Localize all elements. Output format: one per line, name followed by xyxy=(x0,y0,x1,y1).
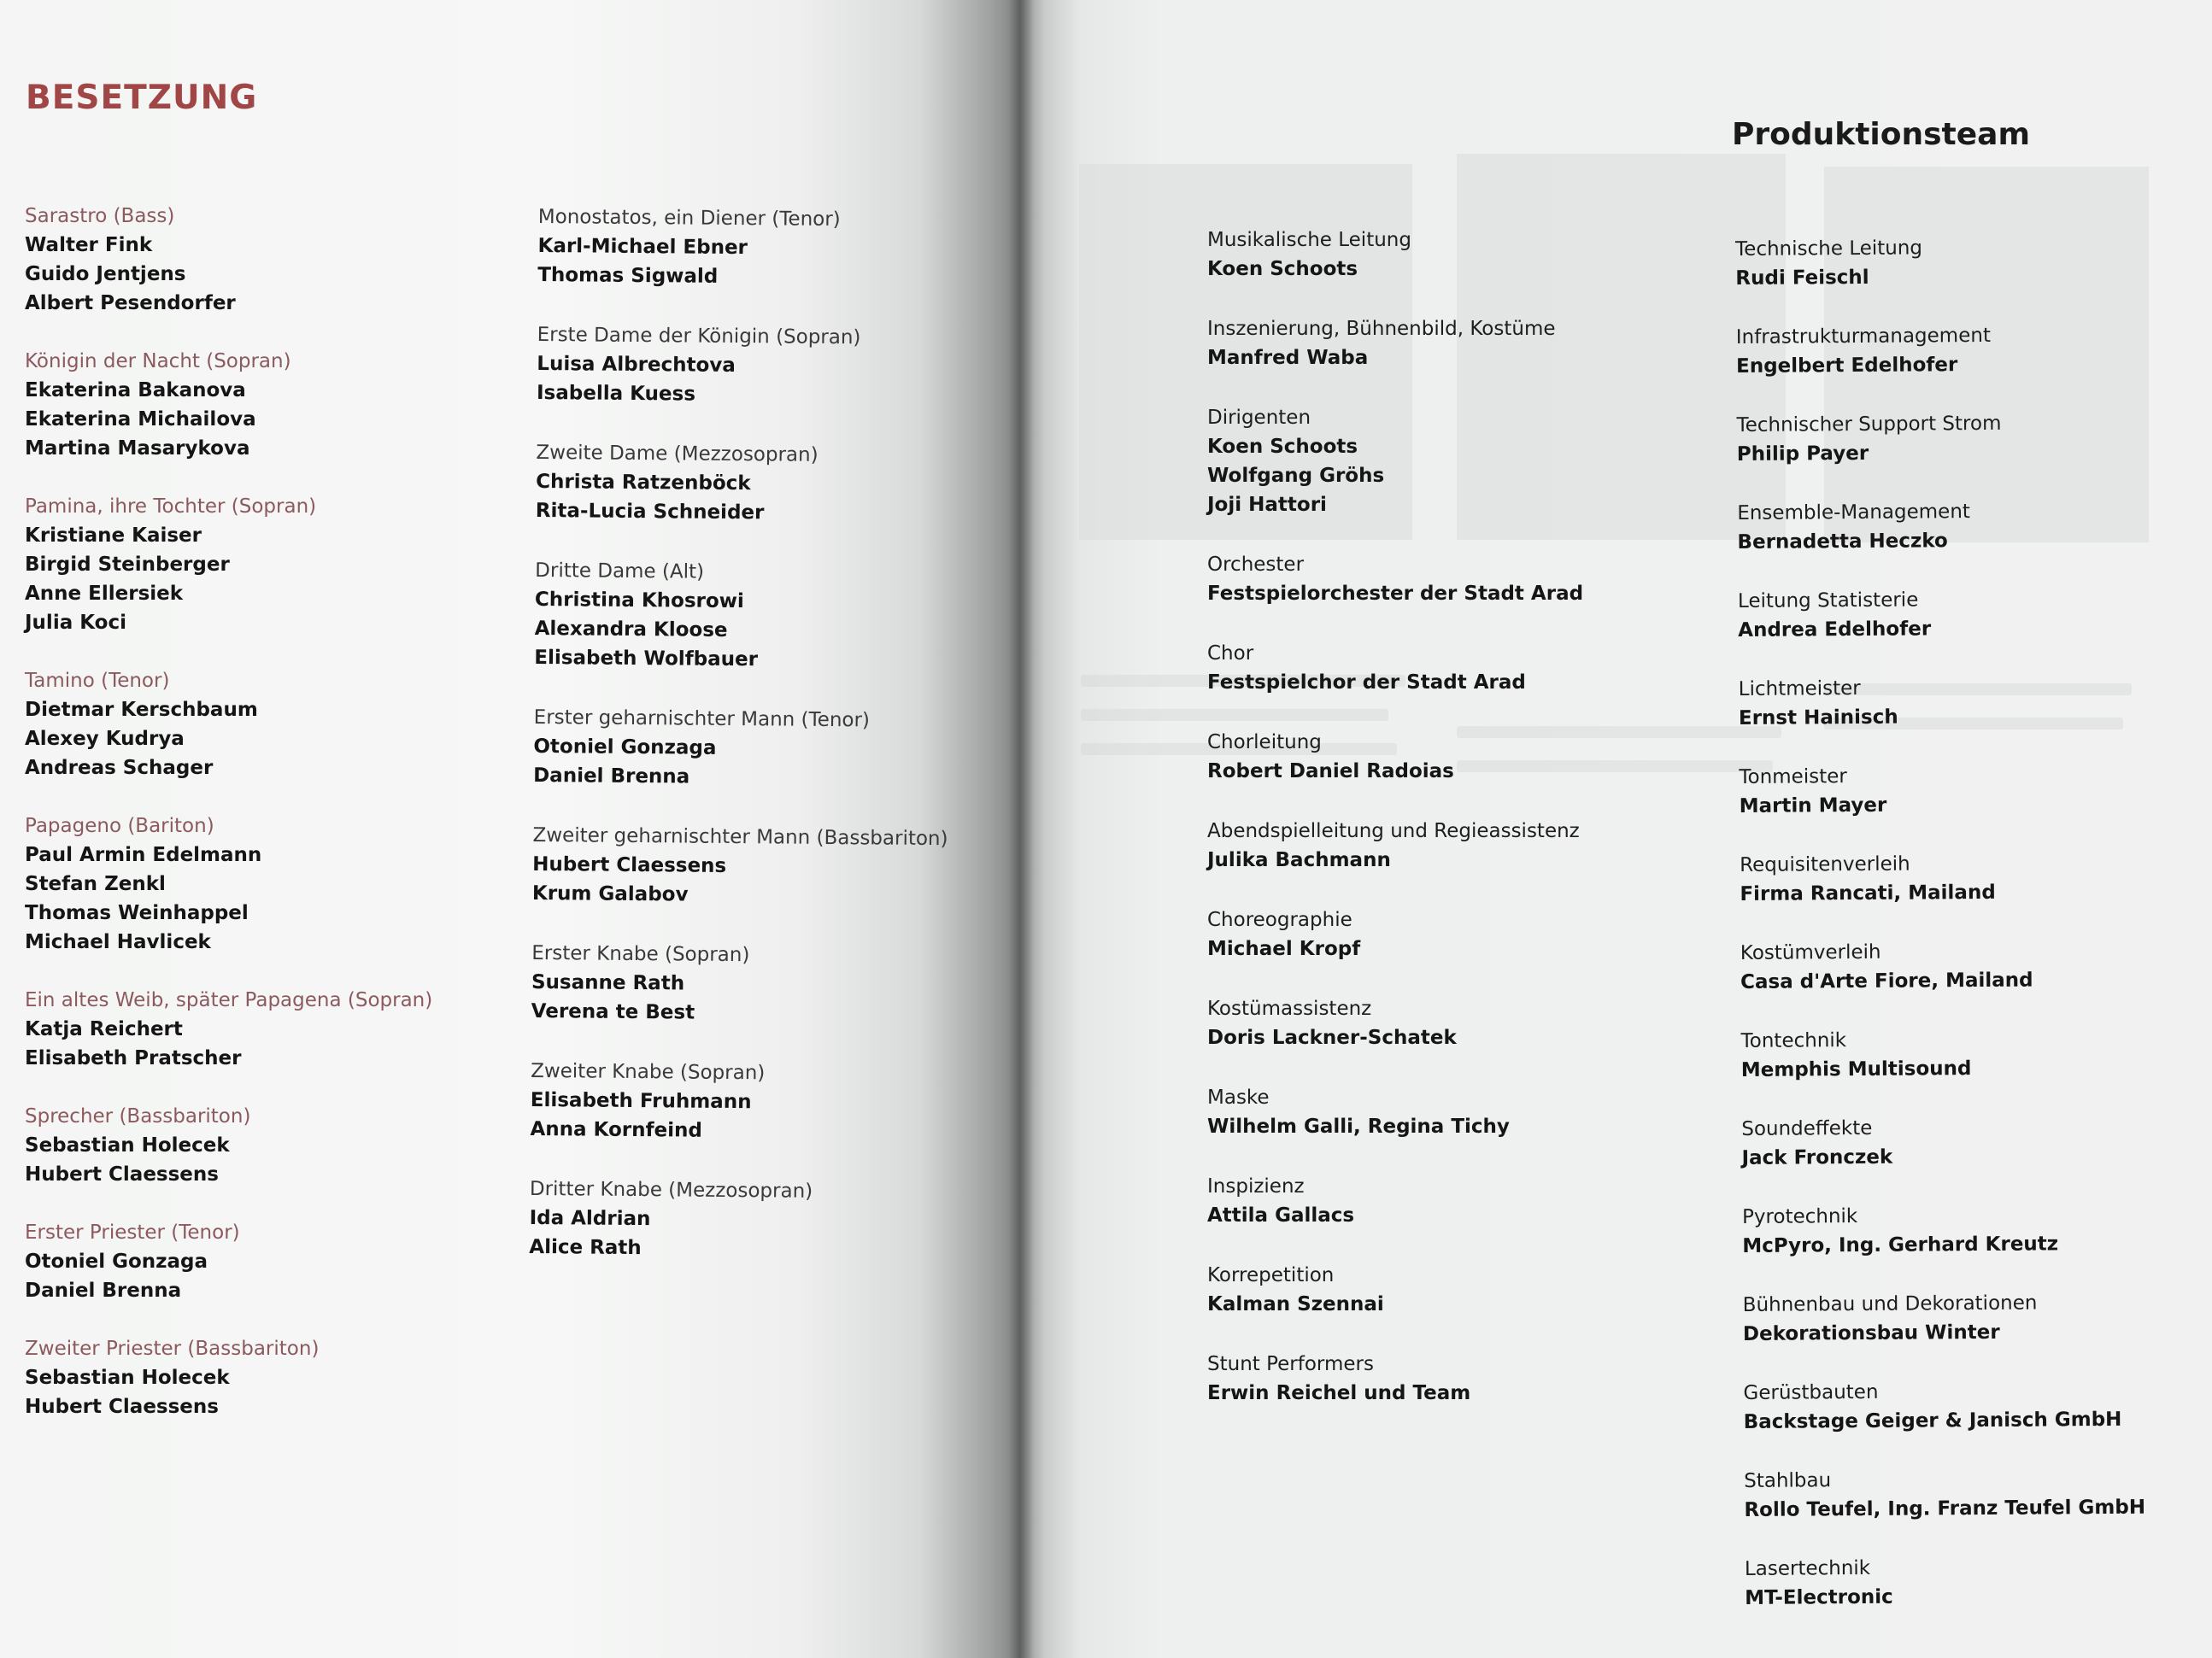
person-name: Christina Khosrowi xyxy=(534,588,744,613)
team-entry xyxy=(1740,936,2142,997)
person-name: Birgid Steinberger xyxy=(25,554,230,576)
person-name: Walter Fink xyxy=(25,234,153,256)
person-name: Festspielchor der Stadt Arad xyxy=(1207,671,1526,694)
role-label: Stunt Performers xyxy=(1207,1353,1374,1375)
cast-entry xyxy=(25,811,432,957)
cast-entry xyxy=(531,939,948,1029)
person-name: Daniel Brenna xyxy=(533,764,690,788)
book-gutter xyxy=(1008,0,1034,1658)
person-name: Memphis Multisound xyxy=(1740,1057,1972,1081)
team-entry xyxy=(1207,550,1583,608)
person-name: Martin Mayer xyxy=(1739,794,1887,817)
role-label: Zweiter Knabe (Sopran) xyxy=(531,1059,766,1085)
role-label: Chor xyxy=(1207,642,1254,665)
role-label: Lasertechnik xyxy=(1744,1556,1871,1580)
team-entry xyxy=(1741,1112,2143,1173)
role-label: Choreographie xyxy=(1207,909,1352,931)
production-team-heading: Produktionsteam xyxy=(1732,117,2030,152)
cast-entry xyxy=(25,986,432,1073)
team-entry xyxy=(1207,226,1583,284)
team-entry xyxy=(1736,320,2138,381)
person-name: Sebastian Holecek xyxy=(25,1134,230,1157)
role-label: Inspizienz xyxy=(1207,1175,1305,1198)
role-label: Tontechnik xyxy=(1740,1029,1847,1052)
role-label: Inszenierung, Bühnenbild, Kostüme xyxy=(1207,318,1556,340)
role-label: Stahlbau xyxy=(1744,1469,1832,1492)
person-name: Krum Galabov xyxy=(531,882,689,906)
person-name: Michael Havlicek xyxy=(25,931,211,953)
team-entry xyxy=(1207,403,1583,519)
person-name: Christa Ratzenböck xyxy=(536,470,751,495)
role-label: Infrastrukturmanagement xyxy=(1735,324,1992,349)
person-name: Ernst Hainisch xyxy=(1738,706,1898,729)
person-name: Paul Armin Edelmann xyxy=(25,844,262,866)
role-label: Dritte Dame (Alt) xyxy=(535,559,705,583)
person-name: Andrea Edelhofer xyxy=(1738,618,1932,642)
role-label: Sarastro (Bass) xyxy=(25,205,175,227)
role-label: Orchester xyxy=(1207,554,1305,576)
person-name: Wolfgang Gröhs xyxy=(1207,465,1385,487)
person-name: Rudi Feischl xyxy=(1735,266,1869,290)
role-label: Ensemble-Management xyxy=(1737,501,1970,524)
person-name: Anna Kornfeind xyxy=(530,1117,702,1142)
person-name: Wilhelm Galli, Regina Tichy xyxy=(1207,1116,1510,1138)
team-entry xyxy=(1207,314,1583,372)
team-entry xyxy=(1207,994,1583,1052)
person-name: Ida Aldrian xyxy=(529,1206,651,1231)
person-name: Isabella Kuess xyxy=(536,381,696,406)
person-name: Bernadetta Heczko xyxy=(1737,530,1948,554)
team-entry xyxy=(1740,848,2141,909)
team-entry xyxy=(1207,1083,1583,1141)
person-name: Erwin Reichel und Team xyxy=(1207,1382,1471,1404)
role-label: Musikalische Leitung xyxy=(1207,229,1411,251)
person-name: Karl-Michael Ebner xyxy=(537,234,748,260)
team-entry xyxy=(1744,1464,2145,1525)
team-entry xyxy=(1207,728,1583,786)
role-label: Chorleitung xyxy=(1207,731,1322,753)
person-name: Otoniel Gonzaga xyxy=(25,1251,208,1273)
person-name: MT-Electronic xyxy=(1745,1585,1893,1609)
person-name: McPyro, Ing. Gerhard Kreutz xyxy=(1742,1233,2059,1257)
role-label: Erster Knabe (Sopran) xyxy=(531,941,750,967)
person-name: Anne Ellersiek xyxy=(25,583,184,605)
role-label: Requisitenverleih xyxy=(1740,852,1910,876)
role-label: Monostatos, ein Diener (Tenor) xyxy=(537,205,841,231)
role-label: Zweite Dame (Mezzosopran) xyxy=(536,441,818,466)
team-entry xyxy=(1740,1024,2142,1085)
person-name: Stefan Zenkl xyxy=(25,873,166,895)
person-name: Julia Koci xyxy=(25,612,126,634)
person-name: Albert Pesendorfer xyxy=(25,292,236,314)
role-label: Erster geharnischter Mann (Tenor) xyxy=(533,706,871,732)
person-name: Katja Reichert xyxy=(25,1018,183,1040)
role-label: Abendspielleitung und Regieassistenz xyxy=(1207,820,1580,842)
person-name: Joji Hattori xyxy=(1207,494,1327,516)
role-label: Tonmeister xyxy=(1739,765,1847,788)
cast-entry xyxy=(536,438,952,529)
team-entry xyxy=(1745,1552,2146,1613)
person-name: Robert Daniel Radoias xyxy=(1207,760,1454,782)
role-label: Papageno (Bariton) xyxy=(25,815,214,837)
role-label: Korrepetition xyxy=(1207,1264,1335,1286)
cast-entry xyxy=(533,703,949,794)
cast-entry xyxy=(25,1334,432,1421)
team-column-2 xyxy=(1735,232,2146,1643)
role-label: Sprecher (Bassbariton) xyxy=(25,1105,251,1128)
cast-entry xyxy=(532,821,948,911)
person-name: Dietmar Kerschbaum xyxy=(25,699,258,721)
person-name: Martina Masarykova xyxy=(25,437,250,460)
role-label: Pamina, ihre Tochter (Sopran) xyxy=(25,495,317,518)
team-entry xyxy=(1207,817,1583,875)
person-name: Andreas Schager xyxy=(25,757,214,779)
cast-entry xyxy=(25,202,432,318)
team-entry xyxy=(1207,1350,1583,1408)
person-name: Jack Fronczek xyxy=(1741,1145,1893,1169)
team-entry xyxy=(1207,1261,1583,1319)
person-name: Sebastian Holecek xyxy=(25,1367,230,1389)
person-name: Elisabeth Wolfbauer xyxy=(534,646,759,671)
role-label: Bühnenbau und Dekorationen xyxy=(1742,1292,2038,1316)
team-entry xyxy=(1735,232,2137,293)
role-label: Zweiter Priester (Bassbariton) xyxy=(25,1338,320,1360)
person-name: Julika Bachmann xyxy=(1207,849,1391,871)
team-entry xyxy=(1743,1376,2145,1437)
person-name: Hubert Claessens xyxy=(25,1396,219,1418)
cast-entry xyxy=(534,556,950,676)
role-label: Ein altes Weib, später Papagena (Sopran) xyxy=(25,989,433,1011)
role-label: Leitung Statisterie xyxy=(1737,589,1919,612)
role-label: Zweiter geharnischter Mann (Bassbariton) xyxy=(532,823,948,851)
person-name: Daniel Brenna xyxy=(25,1280,182,1302)
role-label: Technischer Support Strom xyxy=(1736,412,2002,436)
cast-entry xyxy=(25,666,432,782)
role-label: Erster Priester (Tenor) xyxy=(25,1222,240,1244)
person-name: Kalman Szennai xyxy=(1207,1293,1384,1315)
person-name: Manfred Waba xyxy=(1207,347,1369,369)
person-name: Kristiane Kaiser xyxy=(25,524,202,547)
person-name: Otoniel Gonzaga xyxy=(533,735,717,759)
person-name: Rita-Lucia Schneider xyxy=(535,499,765,524)
team-entry xyxy=(1739,672,2140,733)
cast-heading: BESETZUNG xyxy=(26,79,258,117)
cast-entry xyxy=(25,1218,432,1305)
team-entry xyxy=(1207,639,1583,697)
person-name: Ekaterina Michailova xyxy=(25,408,256,431)
person-name: Alexandra Kloose xyxy=(534,617,728,642)
cast-entry xyxy=(530,1057,946,1147)
team-entry xyxy=(1736,408,2138,469)
person-name: Alice Rath xyxy=(529,1235,642,1260)
person-name: Attila Gallacs xyxy=(1207,1204,1355,1227)
role-label: Dritter Knabe (Mezzosopran) xyxy=(529,1177,813,1203)
cast-entry xyxy=(537,320,953,411)
cast-entry xyxy=(25,1102,432,1189)
person-name: Engelbert Edelhofer xyxy=(1735,354,1958,378)
person-name: Doris Lackner-Schatek xyxy=(1207,1027,1457,1049)
role-label: Kostümassistenz xyxy=(1207,998,1372,1020)
person-name: Casa d'Arte Fiore, Mailand xyxy=(1740,969,2033,993)
role-label: Dirigenten xyxy=(1207,407,1311,429)
person-name: Ekaterina Bakanova xyxy=(25,379,246,401)
person-name: Elisabeth Pratscher xyxy=(25,1047,242,1069)
role-label: Tamino (Tenor) xyxy=(25,670,170,692)
person-name: Luisa Albrechtova xyxy=(537,352,736,378)
person-name: Hubert Claessens xyxy=(532,852,727,877)
role-label: Maske xyxy=(1207,1087,1270,1109)
person-name: Alexey Kudrya xyxy=(25,728,185,750)
person-name: Backstage Geiger & Janisch GmbH xyxy=(1743,1408,2122,1433)
person-name: Susanne Rath xyxy=(531,970,685,995)
person-name: Festspielorchester der Stadt Arad xyxy=(1207,583,1584,605)
team-entry xyxy=(1739,760,2140,821)
person-name: Hubert Claessens xyxy=(25,1163,219,1186)
person-name: Koen Schoots xyxy=(1207,436,1358,458)
role-label: Gerüstbauten xyxy=(1743,1380,1879,1404)
person-name: Elisabeth Fruhmann xyxy=(530,1088,752,1114)
cast-entry xyxy=(537,202,953,293)
person-name: Verena te Best xyxy=(531,999,695,1024)
role-label: Technische Leitung xyxy=(1735,237,1923,261)
role-label: Soundeffekte xyxy=(1741,1116,1873,1140)
team-entry xyxy=(1737,496,2139,557)
team-column-1 xyxy=(1207,226,1583,1438)
person-name: Koen Schoots xyxy=(1207,258,1358,280)
role-label: Lichtmeister xyxy=(1738,677,1861,700)
person-name: Firma Rancati, Mailand xyxy=(1740,881,1996,905)
cast-entry xyxy=(25,492,432,637)
team-entry xyxy=(1742,1200,2144,1261)
role-label: Erste Dame der Königin (Sopran) xyxy=(537,323,861,349)
cast-column-2 xyxy=(529,202,953,1296)
cast-entry xyxy=(25,347,432,463)
person-name: Thomas Weinhappel xyxy=(25,902,249,924)
role-label: Kostümverleih xyxy=(1740,940,1881,964)
person-name: Rollo Teufel, Ing. Franz Teufel GmbH xyxy=(1744,1496,2146,1521)
cast-column-1 xyxy=(25,202,432,1450)
role-label: Pyrotechnik xyxy=(1741,1205,1858,1228)
role-label: Königin der Nacht (Sopran) xyxy=(25,350,291,372)
person-name: Dekorationsbau Winter xyxy=(1742,1321,2000,1345)
person-name: Philip Payer xyxy=(1736,442,1869,466)
person-name: Michael Kropf xyxy=(1207,938,1361,960)
person-name: Guido Jentjens xyxy=(25,263,186,285)
team-entry xyxy=(1738,584,2139,645)
team-entry xyxy=(1207,905,1583,964)
team-entry xyxy=(1207,1172,1583,1230)
team-entry xyxy=(1743,1288,2145,1349)
cast-entry xyxy=(529,1175,945,1265)
person-name: Thomas Sigwald xyxy=(537,263,719,288)
